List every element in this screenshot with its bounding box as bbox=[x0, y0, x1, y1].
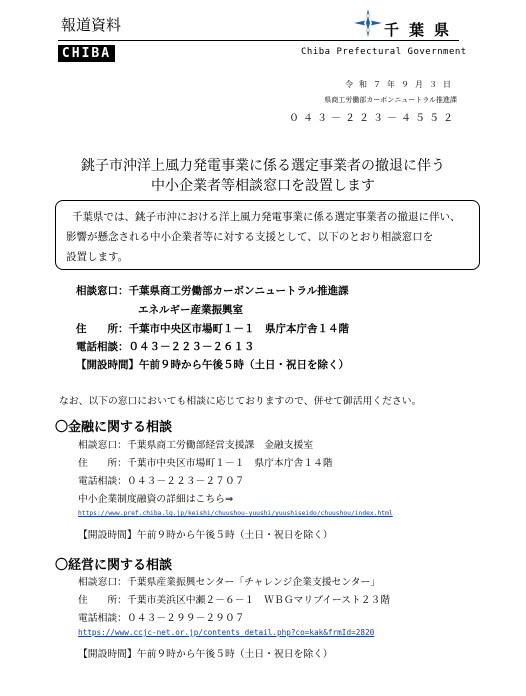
finance-heading: 〇金融に関する相談 bbox=[55, 420, 173, 435]
main-contact-window: 相談窓口：千葉県商工労働部カーボンニュートラル推進課 bbox=[76, 285, 349, 297]
main-contact-address: 住 所：千葉市中央区市場町１－１ 県庁本庁舎１４階 bbox=[76, 323, 349, 335]
department-phone: ０４３－２２３－４５５２ bbox=[289, 113, 457, 124]
management-contact-hours: 【開設時間】午前９時から午後５時（土日・祝日を除く） bbox=[78, 649, 333, 660]
finance-contact-phone: 電話相談：０４３－２２３－２７０７ bbox=[78, 476, 245, 487]
issuing-department: 県商工労働部カーボンニュートラル推進課 bbox=[324, 96, 457, 104]
finance-loan-link[interactable]: https://www.pref.chiba.lg.jp/keishi/chuushou-yuushi/yuushiseido/chuushou/index.html bbox=[78, 510, 393, 517]
management-contact-phone: 電話相談：０４３－２９９－２９０７ bbox=[78, 613, 245, 624]
main-contact-office: エネルギー産業振興室 bbox=[138, 304, 243, 316]
chiba-logo: CHIBA bbox=[58, 45, 115, 62]
finance-loan-info: 中小企業制度融資の詳細はこちら⇒ bbox=[78, 494, 234, 505]
release-date: 令和７年９月３日 bbox=[345, 80, 457, 89]
main-contact-phone: 電話相談：０４３－２２３－２６１３ bbox=[76, 341, 255, 353]
page-title-line-1: 銚子市沖洋上風力発電事業に係る選定事業者の撤退に伴う bbox=[81, 158, 445, 174]
release-label: 報道資料 bbox=[61, 16, 122, 34]
summary-box bbox=[55, 200, 480, 270]
page-title-line-2: 中小企業者等相談窓口を設置します bbox=[151, 178, 375, 194]
summary-line: 千葉県では、銚子市沖における洋上風力発電事業に係る選定事業者の撤退に伴い、 bbox=[72, 211, 461, 223]
additional-note: なお、以下の窓口においても相談に応じておりますので、併せて御活用ください。 bbox=[59, 396, 422, 407]
management-contact-window: 相談窓口：千葉県産業振興センター「チャレンジ企業支援センター」 bbox=[78, 577, 381, 588]
government-name: Chiba Prefectural Government bbox=[301, 47, 467, 57]
management-heading: 〇経営に関する相談 bbox=[55, 558, 173, 573]
main-contact-hours: 【開設時間】午前９時から午後５時（土日・祝日を除く） bbox=[76, 359, 349, 371]
finance-contact-address: 住 所：千葉市中央区市場町１－１ 県庁本庁舎１４階 bbox=[78, 458, 333, 469]
header-rule bbox=[58, 40, 459, 41]
finance-contact-hours: 【開設時間】午前９時から午後５時（土日・祝日を除く） bbox=[78, 530, 333, 541]
prefecture-name: 千葉県 bbox=[384, 21, 460, 39]
management-center-link[interactable]: https://www.ccjc-net.or.jp/contents_detail.php?co=kak&frmId=2820 bbox=[78, 628, 375, 637]
finance-contact-window: 相談窓口：千葉県商工労働部経営支援課 金融支援室 bbox=[78, 440, 314, 451]
management-contact-address: 住 所：千葉市美浜区中瀬２－６－１ ＷＢＧマリブイースト２３階 bbox=[78, 595, 391, 606]
chiba-prefecture-emblem-icon bbox=[353, 8, 383, 38]
summary-line: 影響が懸念される中小企業者等に対する支援として、以下のとおり相談窓口を bbox=[66, 231, 434, 243]
summary-line: 設置します。 bbox=[66, 251, 129, 263]
